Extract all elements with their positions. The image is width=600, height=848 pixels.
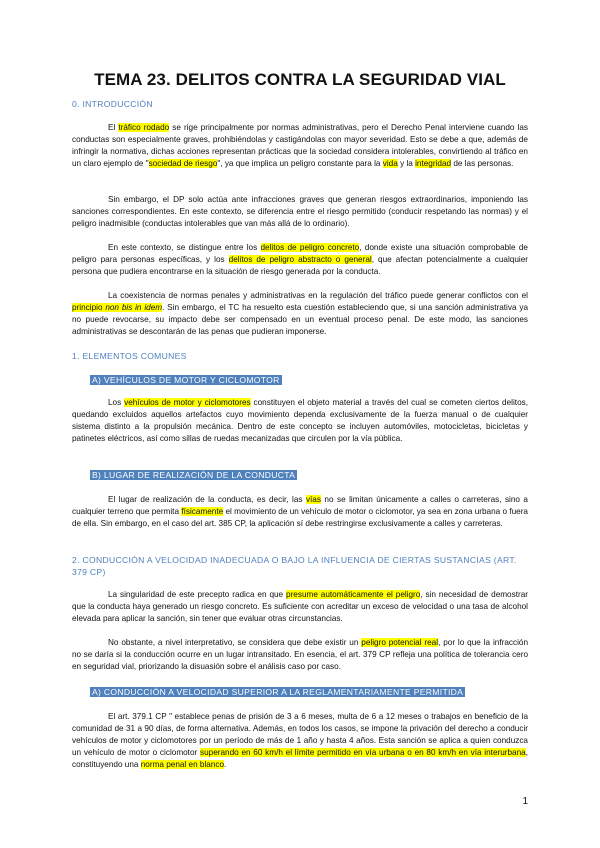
paragraph-4: La coexistencia de normas penales y administrativas en la regulación del tráfico puede generar conflictos con el principio non bis in idem. Sin embargo, el TC ha resuelto esta cuestión estableciendo que, si una sanción administrativa ya no puede revocarse, su impacto debe ser compensado en un eventual proceso penal. De este modo, las sanciones administrativas se descontarán de las penas que pudieran imponerse. <box>72 291 528 336</box>
highlight: presume automáticamente el peligro <box>286 590 421 599</box>
highlight: integridad <box>415 158 452 168</box>
highlight: superando en 60 km/h el límite permitido en vía urbana o en 80 km/h en vía interurbana <box>200 747 526 757</box>
section-heading-introduccion: 0. INTRODUCCIÓN <box>72 99 153 109</box>
paragraph-9: El art. 379.1 CP " establece penas de prisión de 3 a 6 meses, multa de 6 a 12 meses o trabajos en beneficio de la comunidad de 31 a 90 días, de forma alternativa. Además, en todos los casos, se impone la privación del derecho a conducir vehículos de motor y ciclomotores por un período de más de 1 año y hasta 4 años. Esta sanción se aplica a quien conduzca un vehículo de motor o ciclomotor superando en 60 km/h el límite permitido en vía urbana o en 80 km/h en vía interurbana, constituyendo una norma penal en blanco. <box>72 712 528 769</box>
highlight: delitos de peligro abstracto o general <box>228 254 372 264</box>
page-title: TEMA 23. DELITOS CONTRA LA SEGURIDAD VIAL <box>94 70 506 89</box>
paragraph-7: La singularidad de este precepto radica en que presume automáticamente el peligro, sin necesidad de demostrar que la conducta haya generado un riesgo concreto. Es suficiente con acreditar un exceso de velocidad o una tasa de alcohol elevada para aplicar la sanción, sin tener que evaluar otras circunstancias. <box>72 590 528 623</box>
highlight: peligro potencial real <box>361 638 439 647</box>
paragraph-8: No obstante, a nivel interpretativo, se considera que debe existir un peligro potencial real, por lo que la infracción no se daría si la conducción ocurre en un lugar intransitado. En esencia, el art. 379 CP refleja una política de tolerancia cero en seguridad vial, priorizando la disuasión sobre el análisis caso por caso. <box>72 638 528 671</box>
paragraph-6: El lugar de realización de la conducta, es decir, las vías no se limitan únicamente a calles o carreteras, sino a cualquier terreno que permita físicamente el movimiento de un vehículo de motor o ciclomotor, ya sea en zona urbana o fuera de ella. Sin embargo, en el caso del art. 385 CP, la aplicación sí debe restringirse exclusivamente a calles y carreteras. <box>72 495 528 528</box>
highlight: vías <box>305 495 321 504</box>
paragraph-5: Los vehículos de motor y ciclomotores constituyen el objeto material a través del cual se cometen ciertos delitos, quedando excluidos aquellos artefactos cuyo movimiento dependa exclusivamente de la fuerza manual o de cualquier sistema distinto a la propulsión mecánica. Dentro de este concepto se incluyen automóviles, motocicletas, bicicletas y patinetes eléctricos, así como sillas de ruedas mecanizadas que circulen por la vía pública. <box>72 398 528 443</box>
highlight: tráfico rodado <box>118 123 170 132</box>
subsection-heading-velocidad: A) CONDUCCIÓN A VELOCIDAD SUPERIOR A LA REGLAMENTARIAMENTE PERMITIDA <box>92 687 464 697</box>
subsection-heading-vehiculos: A) VEHÍCULOS DE MOTOR Y CICLOMOTOR <box>92 375 280 385</box>
section-heading-conduccion: 2. CONDUCCIÓN A VELOCIDAD INADECUADA O BAJO LA INFLUENCIA DE CIERTAS SUSTANCIAS (ART. 379 CP) <box>72 555 517 577</box>
highlight: sociedad de riesgo <box>148 158 218 168</box>
section-heading-elementos-comunes: 1. ELEMENTOS COMUNES <box>72 351 187 361</box>
subsection-heading-lugar: B) LUGAR DE REALIZACIÓN DE LA CONDUCTA <box>92 470 296 480</box>
highlight: físicamente <box>181 506 224 516</box>
paragraph-1: El tráfico rodado se rige principalmente por normas administrativas, pero el Derecho Penal interviene cuando las conductas son especialmente graves, prohibiéndolas y castigándolas con mayor severidad. Esto se debe a que, además de infringir la normativa, dichas acciones representan prácticas que la sociedad considera intolerables, convirtiendo al tráfico en un claro ejemplo de "sociedad de riesgo", ya que implica un peligro constante para la vida y la integridad de las personas. <box>72 123 528 168</box>
paragraph-3: En este contexto, se distingue entre los delitos de peligro concreto, donde existe una situación comprobable de peligro para personas específicas, y los delitos de peligro abstracto o general, que afectan potencialmente a cualquier persona que pudiera encontrarse en la situación de riesgo generada por la conducta. <box>72 243 528 276</box>
highlight: delitos de peligro concreto <box>260 243 360 252</box>
highlight: vehículos de motor y ciclomotores <box>124 398 251 407</box>
highlight: norma penal en blanco <box>140 759 225 769</box>
highlight: principio non bis in idem <box>72 302 163 312</box>
page-number: 1 <box>522 796 528 807</box>
highlight: vida <box>382 158 398 168</box>
paragraph-2: Sin embargo, el DP solo actúa ante infracciones graves que generan riesgos extraordinarios, imponiendo las sanciones correspondientes. En este contexto, se diferencia entre el riesgo permitido (conducir respetando las normas) y el peligro inadmisible (conductas intolerables que van más allá de lo ordinario). <box>72 195 528 228</box>
